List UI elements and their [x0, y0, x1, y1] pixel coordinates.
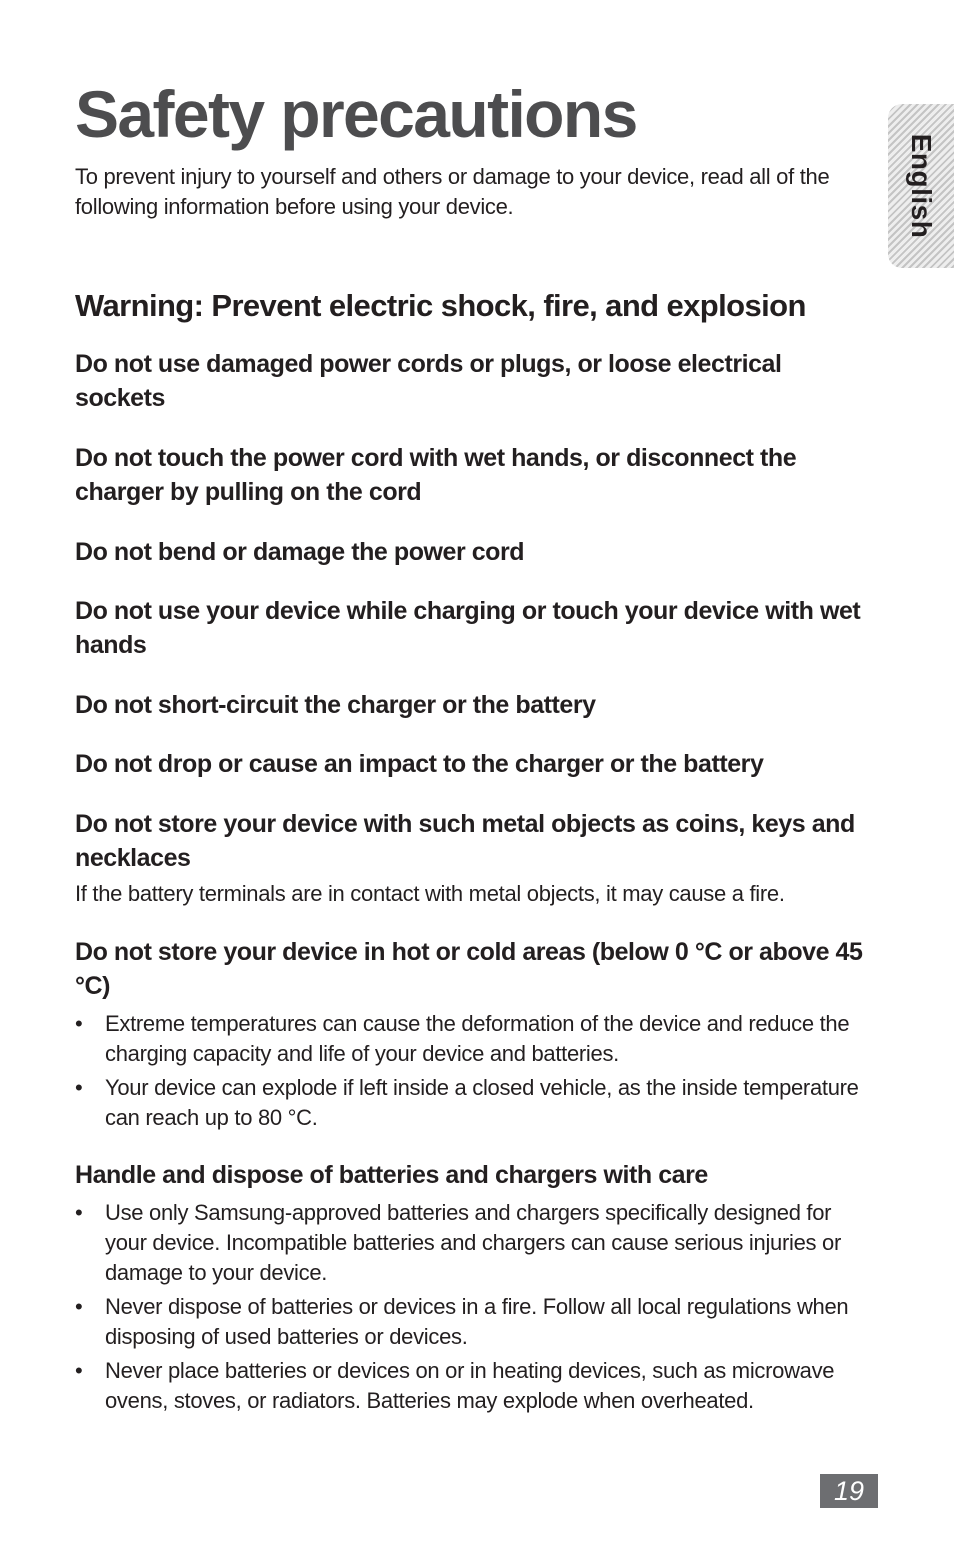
precaution-item: [75, 747, 875, 781]
bullet-marker: •: [75, 1075, 83, 1100]
bullet-text: Never dispose of batteries or devices in a fire. Follow all local regulations when disposing of used batteries or devices.: [105, 1294, 849, 1349]
intro-paragraph: To prevent injury to yourself and others or damage to your device, read all of the following information before using your device.: [75, 164, 830, 219]
precaution-item: [75, 807, 875, 909]
precaution-heading: Do not store your device in hot or cold areas (below 0 °C or above 45 °C): [75, 938, 863, 1000]
bullet-marker: •: [75, 1358, 83, 1383]
bullet-item: [75, 1356, 875, 1416]
bullet-text: Your device can explode if left inside a closed vehicle, as the inside temperature can reach up to 80 °C.: [105, 1075, 859, 1130]
precaution-item: [75, 347, 875, 415]
precaution-item: [75, 935, 875, 1137]
bullet-item: [75, 1292, 875, 1352]
precaution-item: [75, 535, 875, 569]
precaution-heading: Do not use damaged power cords or plugs, or loose electrical sockets: [75, 350, 782, 412]
bullet-item: [75, 1198, 875, 1288]
precaution-heading: Do not use your device while charging or touch your device with wet hands: [75, 597, 861, 659]
bullet-list: [75, 1198, 875, 1416]
bullet-marker: •: [75, 1200, 83, 1225]
page-number: 19: [820, 1474, 878, 1508]
bullet-text: Never place batteries or devices on or in heating devices, such as microwave ovens, stoves, or radiators. Batteries may explode when overheated.: [105, 1358, 835, 1413]
bullet-text: Use only Samsung-approved batteries and chargers specifically designed for your device. Incompatible batteries and chargers can cause serious injuries or damage to your device.: [105, 1200, 841, 1285]
section-heading: Warning: Prevent electric shock, fire, and explosion: [75, 288, 806, 323]
bullet-item: [75, 1073, 875, 1133]
precaution-heading: Do not short-circuit the charger or the battery: [75, 691, 596, 719]
bullet-marker: •: [75, 1011, 83, 1036]
precaution-heading: Do not touch the power cord with wet hands, or disconnect the charger by pulling on the cord: [75, 444, 797, 506]
bullet-list: [75, 1009, 875, 1133]
bullet-marker: •: [75, 1294, 83, 1319]
precaution-note: If the battery terminals are in contact with metal objects, it may cause a fire.: [75, 881, 785, 906]
language-tab: [888, 104, 954, 268]
precaution-heading: Do not drop or cause an impact to the charger or the battery: [75, 750, 764, 778]
precaution-item: [75, 1158, 875, 1420]
precaution-heading: Handle and dispose of batteries and chargers with care: [75, 1161, 708, 1189]
precaution-item: [75, 688, 875, 722]
precaution-item: [75, 594, 875, 662]
bullet-item: [75, 1009, 875, 1069]
page-title: Safety precautions: [75, 77, 637, 151]
bullet-text: Extreme temperatures can cause the deformation of the device and reduce the charging capacity and life of your device and batteries.: [105, 1011, 850, 1066]
precaution-heading: Do not bend or damage the power cord: [75, 538, 525, 566]
language-tab-label: English: [906, 133, 937, 239]
precaution-item: [75, 441, 875, 509]
precaution-heading: Do not store your device with such metal objects as coins, keys and necklaces: [75, 810, 855, 872]
